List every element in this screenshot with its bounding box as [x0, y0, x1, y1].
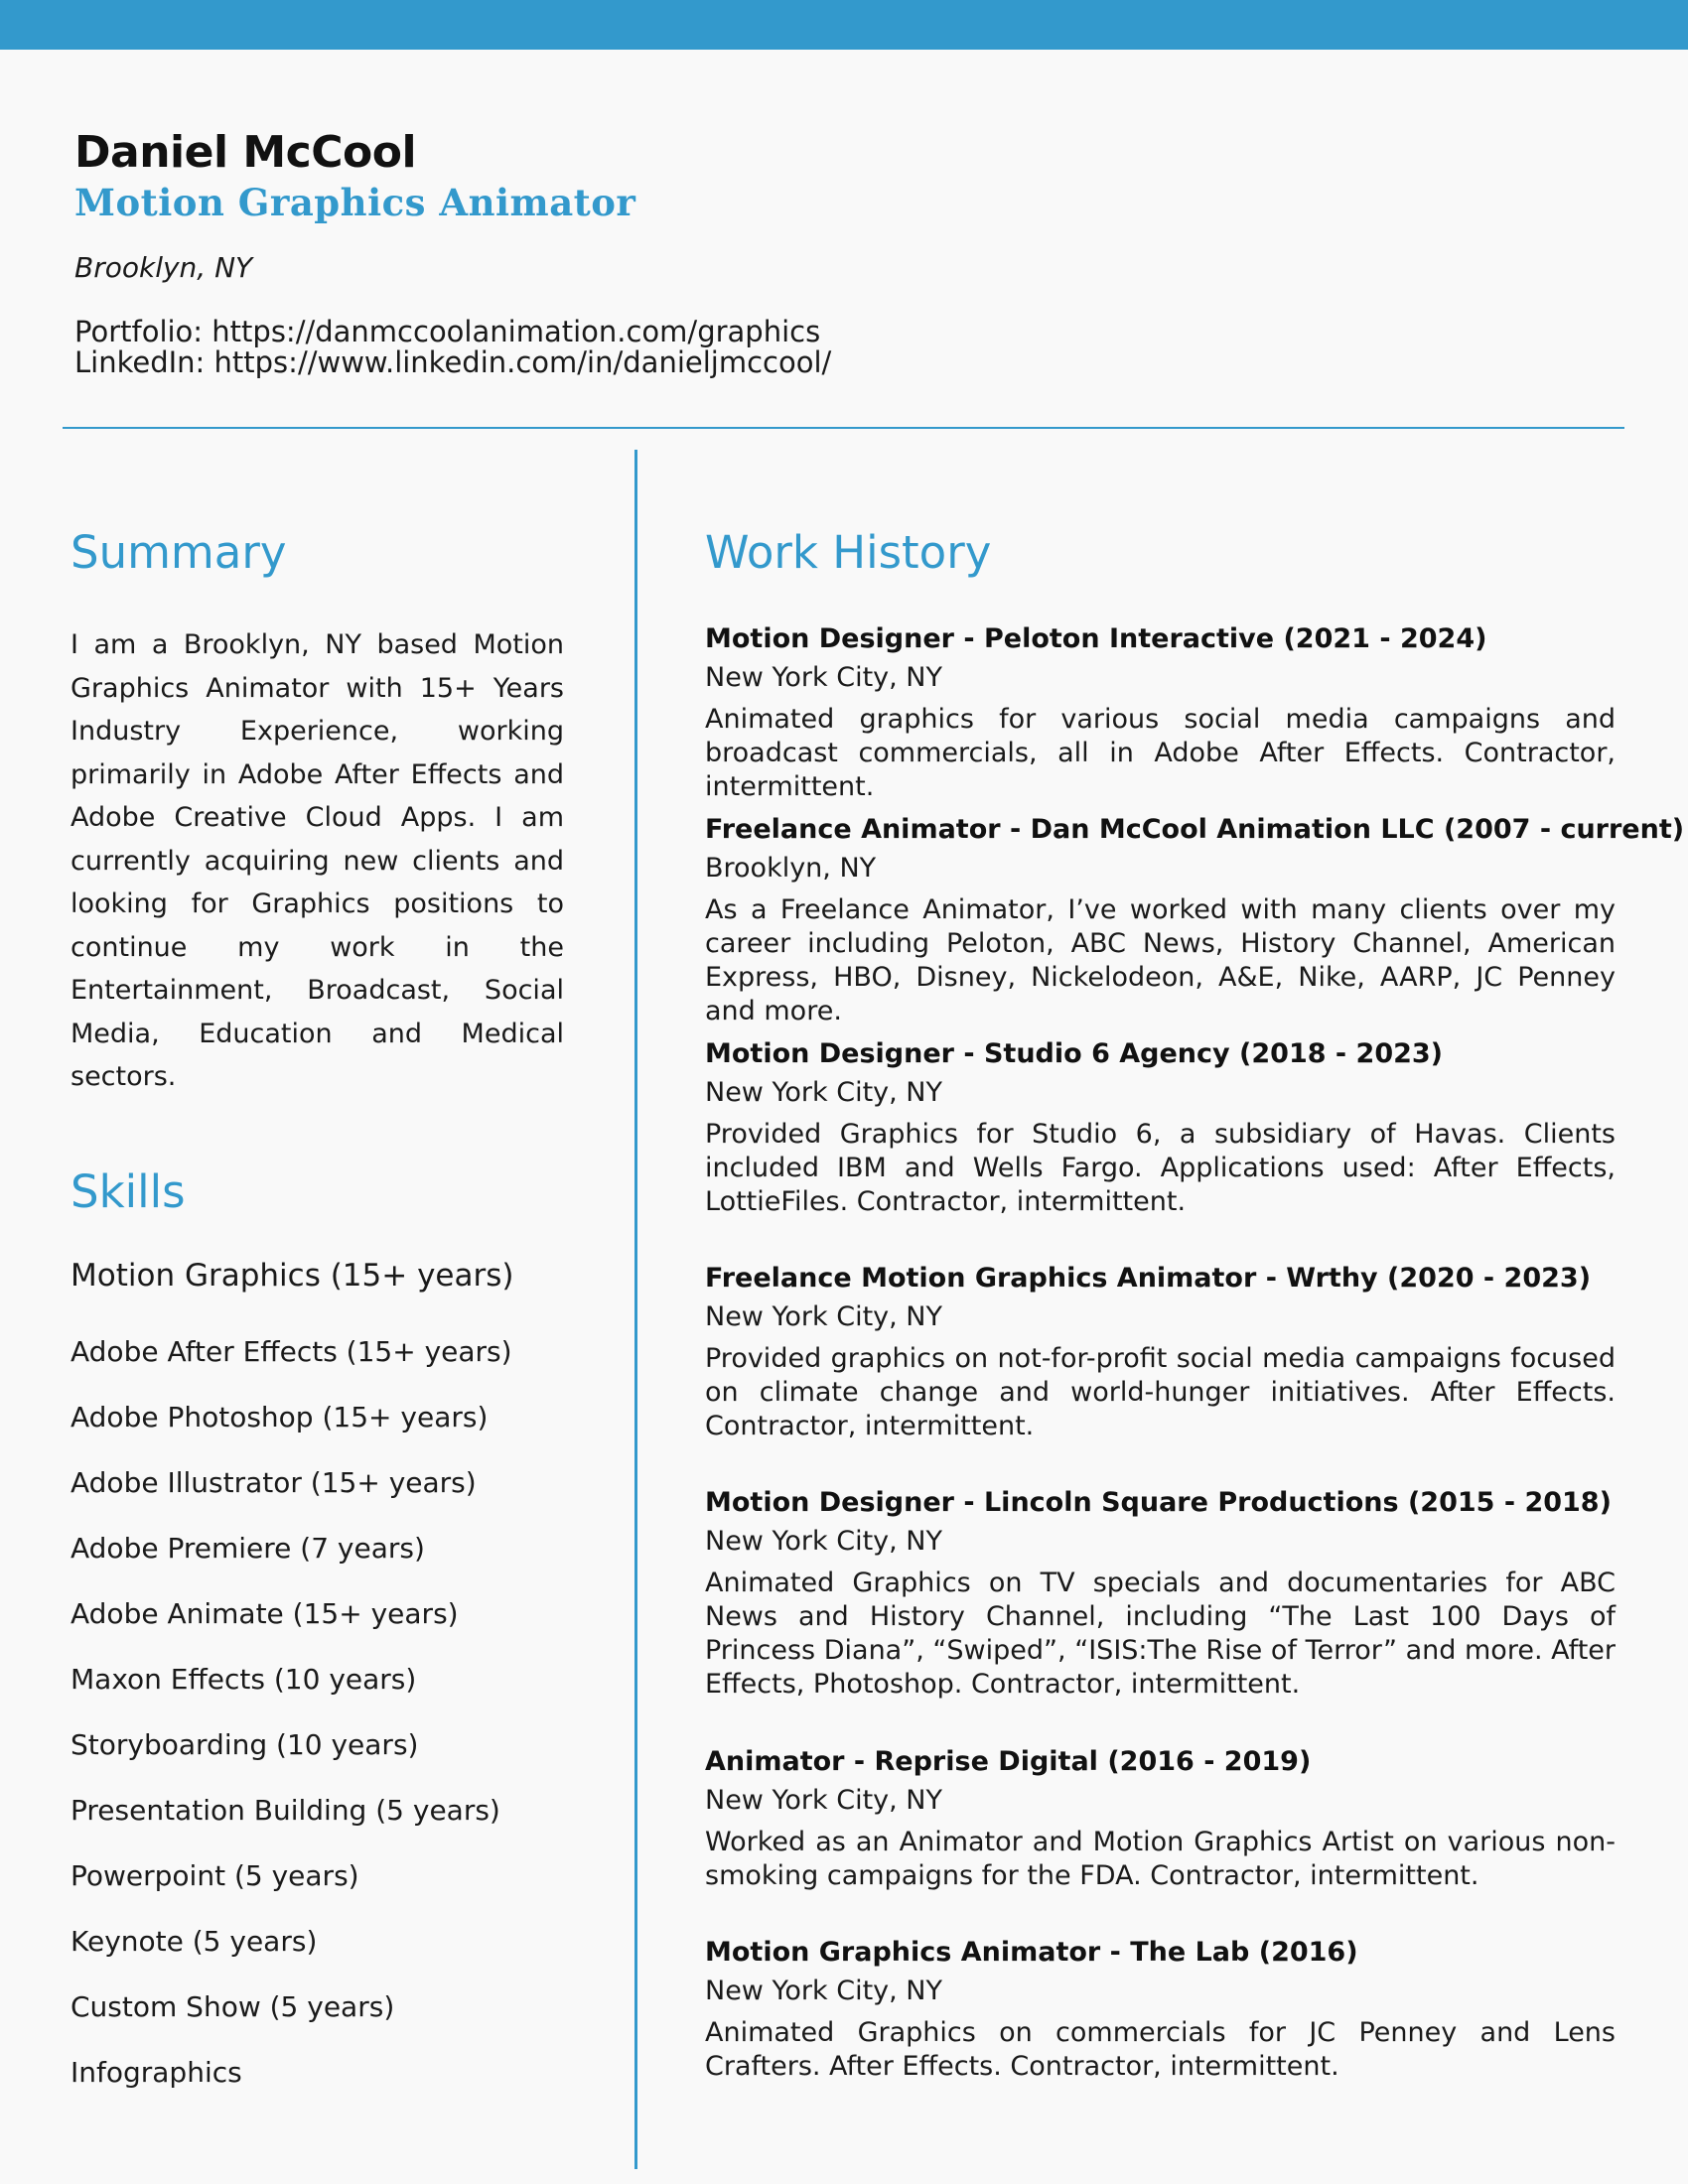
summary-heading: Summary: [70, 526, 287, 579]
skills-list: [70, 1258, 607, 2124]
job-entry-location: New York City, NY: [705, 1077, 942, 1108]
skill-item: Adobe Premiere (7 years): [70, 1532, 425, 1565]
skill-item: Adobe Animate (15+ years): [70, 1597, 459, 1630]
job-entry-location: New York City, NY: [705, 1301, 942, 1332]
skills-heading: Skills: [70, 1165, 186, 1218]
skill-item: Custom Show (5 years): [70, 1990, 395, 2023]
job-entry-description: Animated graphics for various social media campaigns and broadcast commercials, all in Adobe After Effects. Contractor, intermittent.: [705, 704, 1616, 802]
skill-item: Infographics: [70, 2056, 242, 2089]
skill-item: Maxon Effects (10 years): [70, 1663, 417, 1696]
skill-item: Storyboarding (10 years): [70, 1728, 419, 1761]
job-entry-title: Motion Graphics Animator - The Lab (2016): [705, 1937, 1358, 1968]
job-entry-location: New York City, NY: [705, 1526, 942, 1557]
header-divider: [63, 427, 1624, 429]
job-entry-location: Brooklyn, NY: [705, 853, 877, 884]
skill-item: Adobe Photoshop (15+ years): [70, 1401, 489, 1433]
job-entry-title: Freelance Animator - Dan McCool Animation LLC (2007 - current): [705, 814, 1685, 845]
skill-item: Adobe After Effects (15+ years): [70, 1335, 512, 1368]
job-entry-description: Animated Graphics on TV specials and documentaries for ABC News and History Channel, including “The Last 100 Days of Princess Diana”, “Swiped”, “ISIS:The Rise of Terror” and more. After Effects, Photoshop. Contractor, intermittent.: [705, 1568, 1616, 1700]
portfolio-link[interactable]: https://danmccoolanimation.com/graphics: [211, 315, 821, 348]
job-entry-description: Worked as an Animator and Motion Graphics Artist on various non-smoking campaigns for the FDA. Contractor, intermittent.: [705, 1827, 1616, 1891]
job-entry-location: New York City, NY: [705, 1785, 942, 1816]
portfolio-label: Portfolio:: [74, 315, 212, 348]
job-entry-title: Motion Designer - Peloton Interactive (2021 - 2024): [705, 623, 1487, 654]
top-accent-bar: [0, 0, 1688, 50]
work-history-heading: Work History: [705, 526, 992, 579]
job-entry-location: New York City, NY: [705, 1976, 942, 2006]
candidate-name: Daniel McCool: [74, 127, 417, 178]
job-entry-title: Animator - Reprise Digital (2016 - 2019): [705, 1746, 1312, 1777]
skill-item: Powerpoint (5 years): [70, 1859, 359, 1892]
job-entry-description: As a Freelance Animator, I’ve worked with many clients over my career including Peloton, ABC News, History Channel, American Express, HBO, Disney, Nickelodeon, A&E, Nike, AARP, JC Penney and more.: [705, 894, 1616, 1026]
job-entry: [705, 814, 1685, 1028]
linkedin-line: [74, 345, 832, 379]
skill-item: Presentation Building (5 years): [70, 1794, 500, 1827]
skill-item: Adobe Illustrator (15+ years): [70, 1466, 477, 1499]
job-entry-title: Motion Designer - Lincoln Square Productions (2015 - 2018): [705, 1487, 1612, 1518]
job-entry: [705, 1748, 1616, 1893]
job-entry-location: New York City, NY: [705, 662, 942, 693]
summary-text: I am a Brooklyn, NY based Motion Graphics Animator with 15+ Years Industry Experience, working primarily in Adobe After Effects and Adobe Creative Cloud Apps. I am currently acquiring new clients and looking for Graphics positions to continue my work in the Entertainment, Broadcast, Social Media, Education and Medical sectors.: [70, 629, 564, 1092]
job-entry-title: Freelance Motion Graphics Animator - Wrthy (2020 - 2023): [705, 1263, 1592, 1294]
job-entry-title: Motion Designer - Studio 6 Agency (2018 - 2023): [705, 1038, 1444, 1069]
job-entry: [705, 1939, 1616, 2084]
candidate-location: Brooklyn, NY: [74, 251, 253, 284]
job-entry: [705, 1265, 1616, 1443]
column-divider: [634, 450, 637, 2169]
job-entry-description: Provided Graphics for Studio 6, a subsidiary of Havas. Clients included IBM and Wells Fargo. Applications used: After Effects, LottieFiles. Contractor, intermittent.: [705, 1119, 1616, 1217]
linkedin-link[interactable]: https://www.linkedin.com/in/danieljmccool/: [213, 345, 832, 379]
portfolio-line: [74, 315, 821, 348]
job-title-headline: Motion Graphics Animator: [74, 181, 636, 224]
job-entry: [705, 625, 1616, 804]
linkedin-label: LinkedIn:: [74, 345, 214, 379]
skill-item: Motion Graphics (15+ years): [70, 1258, 514, 1294]
skill-item: Keynote (5 years): [70, 1925, 318, 1958]
job-entry-description: Animated Graphics on commercials for JC Penney and Lens Crafters. After Effects. Contractor, intermittent.: [705, 2017, 1616, 2082]
job-entry: [705, 1489, 1616, 1702]
job-entry: [705, 1040, 1616, 1219]
job-entry-description: Provided graphics on not-for-profit social media campaigns focused on climate change and world-hunger initiatives. After Effects. Contractor, intermittent.: [705, 1343, 1616, 1441]
